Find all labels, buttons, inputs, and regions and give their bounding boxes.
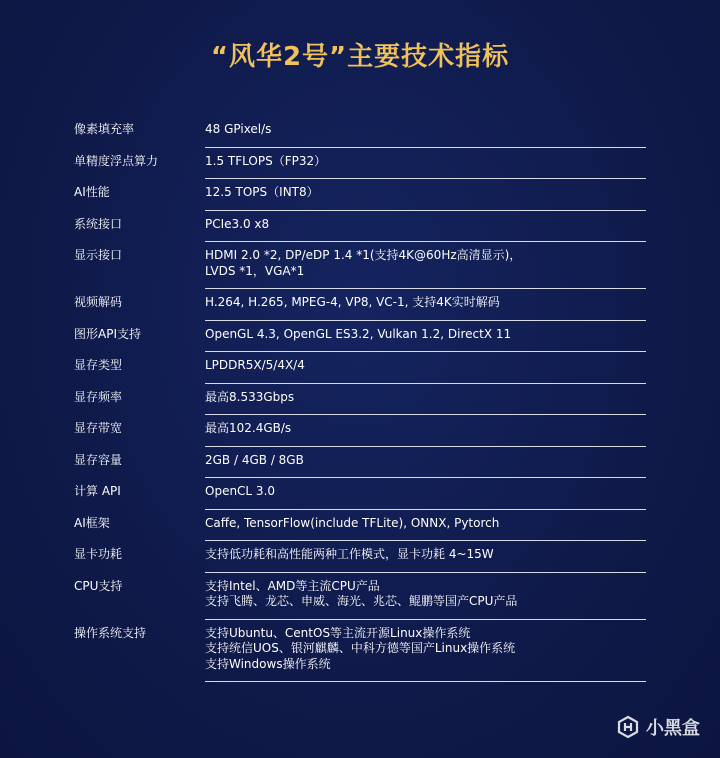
spec-value (205, 289, 646, 321)
spec-row (74, 384, 646, 416)
spec-value-line: Caffe, TensorFlow(include TFLite), ONNX, Pytorch (205, 515, 500, 530)
spec-label: AI框架 (74, 515, 110, 530)
spec-value-line: 支持Ubuntu、CentOS等主流开源Linux操作系统 (205, 625, 471, 640)
spec-label: CPU支持 (74, 578, 123, 593)
spec-row (74, 573, 646, 620)
spec-label: 图形API支持 (74, 326, 141, 341)
spec-value-line: 2GB / 4GB / 8GB (205, 452, 304, 467)
spec-row (74, 352, 646, 384)
spec-row (74, 321, 646, 353)
spec-row (74, 620, 646, 683)
spec-row (74, 447, 646, 479)
spec-row (74, 510, 646, 542)
spec-label: 显存频率 (74, 389, 123, 404)
spec-label: 计算 API (74, 484, 121, 498)
spec-value-line: 支持Windows操作系统 (205, 656, 331, 671)
spec-label: 系统接口 (74, 216, 123, 231)
spec-value-line: 支持Intel、AMD等主流CPU产品 (205, 578, 380, 593)
spec-value-line: 支持飞腾、龙芯、申威、海光、兆芯、鲲鹏等国产CPU产品 (205, 594, 518, 608)
spec-label: 视频解码 (74, 295, 123, 309)
spec-label: 单精度浮点算力 (74, 153, 159, 168)
spec-row (74, 478, 646, 510)
spec-label: 显存容量 (74, 452, 123, 467)
spec-value (205, 478, 646, 510)
spec-label: 显示接口 (74, 248, 123, 262)
spec-value (205, 116, 646, 148)
spec-value (205, 573, 646, 620)
page-title: “风华2号”主要技术指标 (210, 42, 510, 72)
spec-table (74, 116, 646, 682)
spec-value (205, 541, 646, 573)
spec-row (74, 116, 646, 148)
spec-value (205, 148, 646, 180)
spec-value (205, 211, 646, 243)
spec-value-line: OpenGL 4.3, OpenGL ES3.2, Vulkan 1.2, DirectX 11 (205, 326, 512, 341)
watermark (616, 714, 700, 740)
spec-value (205, 179, 646, 211)
spec-value (205, 415, 646, 447)
spec-label: 显存带宽 (74, 421, 123, 435)
spec-value-line: 12.5 TOPS（INT8） (205, 185, 319, 199)
spec-row (74, 541, 646, 573)
spec-label: 操作系统支持 (74, 625, 147, 640)
spec-value-line: HDMI 2.0 *2, DP/eDP 1.4 *1(支持4K@60Hz高清显示)， (205, 248, 522, 262)
spec-value (205, 384, 646, 416)
spec-value-line: PCIe3.0 x8 (205, 216, 270, 231)
heybox-logo-icon (616, 715, 640, 739)
spec-row (74, 415, 646, 447)
spec-row (74, 242, 646, 289)
watermark-text: 小黑盒 (646, 718, 700, 739)
spec-row (74, 289, 646, 321)
spec-label: 显卡功耗 (74, 547, 123, 561)
spec-row (74, 179, 646, 211)
spec-value-line: 最高102.4GB/s (205, 421, 292, 435)
spec-label: 像素填充率 (74, 122, 135, 136)
spec-value (205, 510, 646, 542)
spec-value (205, 620, 646, 683)
spec-value-line: 48 GPixel/s (205, 122, 272, 136)
spec-value (205, 352, 646, 384)
spec-value-line: LPDDR5X/5/4X/4 (205, 358, 305, 372)
spec-value-line: 1.5 TFLOPS（FP32） (205, 153, 327, 168)
spec-value-line: OpenCL 3.0 (205, 484, 276, 498)
spec-value (205, 447, 646, 479)
spec-value (205, 242, 646, 289)
spec-value-line: LVDS *1，VGA*1 (205, 263, 305, 278)
spec-row (74, 148, 646, 180)
spec-value (205, 321, 646, 353)
spec-label: 显存类型 (74, 358, 123, 372)
spec-value-line: 支持统信UOS、银河麒麟、中科方德等国产Linux操作系统 (205, 641, 516, 655)
spec-row (74, 211, 646, 243)
spec-value-line: 支持低功耗和高性能两种工作模式，显卡功耗 4~15W (205, 547, 494, 561)
spec-label: AI性能 (74, 185, 110, 199)
spec-value-line: 最高8.533Gbps (205, 389, 295, 404)
spec-value-line: H.264, H.265, MPEG-4, VP8, VC-1, 支持4K实时解码 (205, 295, 500, 309)
